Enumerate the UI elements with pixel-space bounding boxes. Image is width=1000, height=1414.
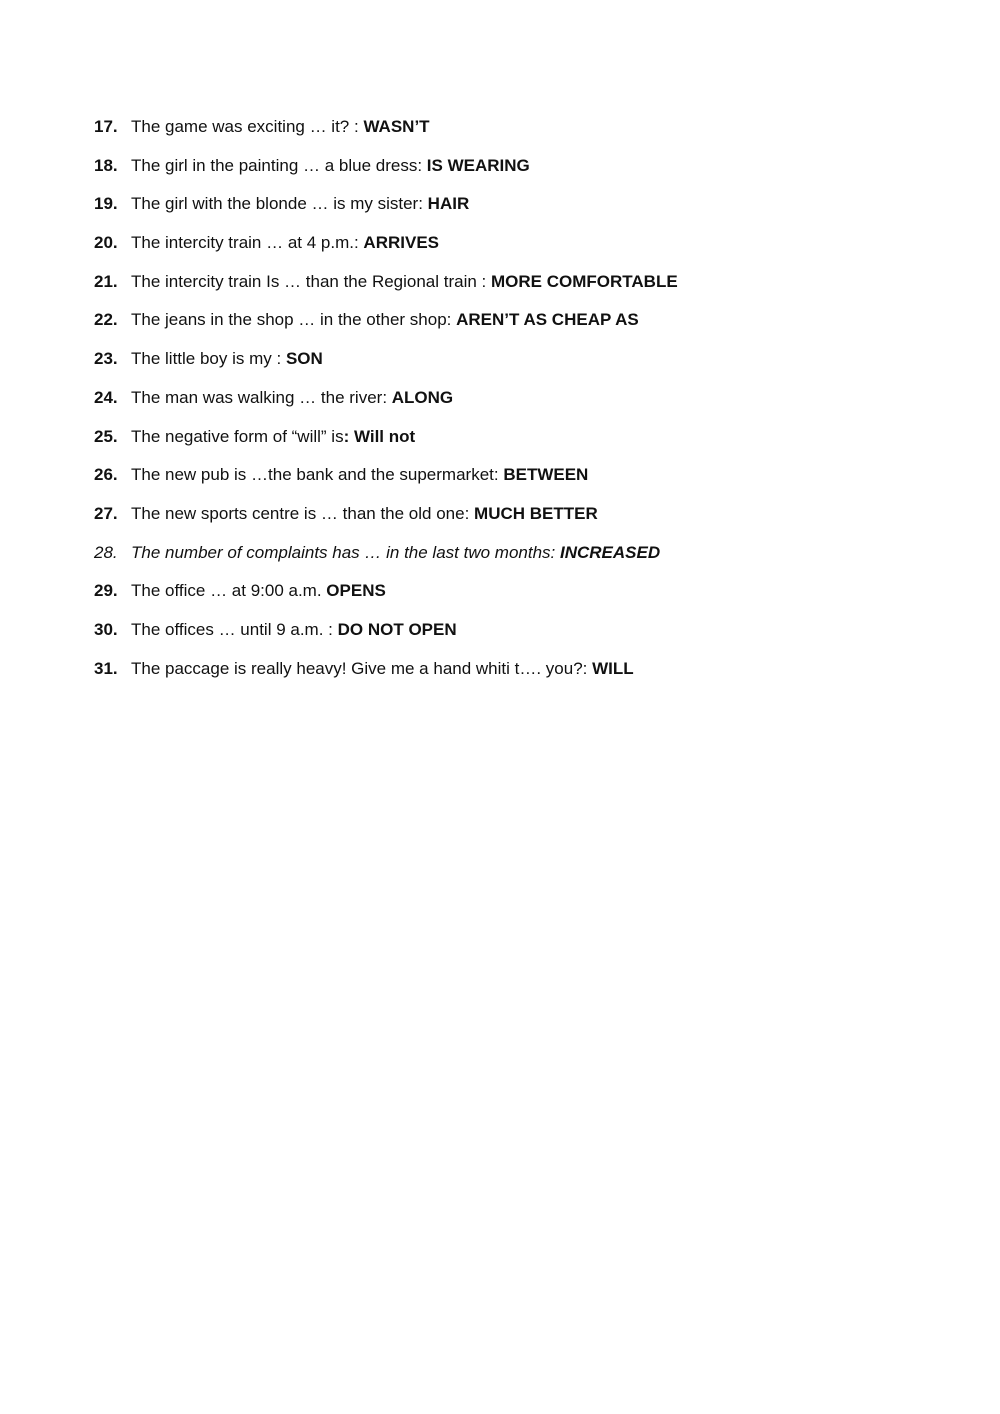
- question-prompt: The girl in the painting … a blue dress:: [131, 155, 427, 175]
- question-number: 22.: [94, 310, 118, 330]
- question-text: [131, 152, 530, 180]
- question-text: [131, 113, 430, 141]
- question-text: [131, 190, 469, 218]
- question-answer: WASN’T: [363, 117, 430, 136]
- question-prompt: The intercity train … at 4 p.m.:: [131, 233, 364, 253]
- question-prompt: The new sports centre is … than the old one:: [131, 503, 475, 523]
- question-text: [131, 500, 598, 528]
- question-prompt: The girl with the blonde … is my sister:: [131, 194, 428, 214]
- question-item: [94, 461, 954, 500]
- question-number: 25.: [94, 426, 118, 446]
- question-text: [131, 384, 453, 412]
- question-text: [131, 539, 660, 567]
- question-answer: DO NOT OPEN: [337, 619, 457, 639]
- question-text: [131, 306, 639, 334]
- question-number: 19.: [94, 194, 118, 214]
- question-item: [94, 423, 954, 462]
- question-text: [131, 577, 386, 605]
- question-prompt: The negative form of “will” is: [131, 426, 344, 446]
- question-answer: INCREASED: [559, 542, 661, 562]
- question-prompt: The new pub is …the bank and the supermarket:: [131, 465, 504, 485]
- question-text: [131, 616, 457, 644]
- question-number: 17.: [94, 117, 118, 136]
- question-answer: ARRIVES: [363, 233, 439, 253]
- question-text: [131, 268, 678, 296]
- question-prompt: The intercity train Is … than the Regional train :: [131, 271, 492, 291]
- question-answer: MUCH BETTER: [474, 503, 598, 523]
- question-prompt: The office … at 9:00 a.m.: [131, 581, 327, 601]
- question-item: [94, 384, 954, 423]
- question-number: 29.: [94, 581, 118, 601]
- question-item: [94, 655, 954, 694]
- question-answer: : Will not: [343, 426, 416, 446]
- question-prompt: The paccage is really heavy! Give me a hand whiti t…. you?:: [131, 658, 593, 678]
- question-text: [131, 345, 323, 373]
- question-item: [94, 500, 954, 539]
- question-number: 27.: [94, 503, 118, 523]
- question-answer: WILL: [592, 658, 634, 678]
- question-number: 23.: [94, 349, 118, 369]
- question-number: 31.: [94, 658, 118, 678]
- question-answer: OPENS: [326, 581, 386, 601]
- question-prompt: The man was walking … the river:: [131, 387, 392, 407]
- question-item: [94, 152, 954, 191]
- question-answer: AREN’T AS CHEAP AS: [456, 310, 639, 330]
- question-answer: ALONG: [391, 387, 454, 407]
- question-text: [131, 423, 415, 451]
- question-item: [94, 539, 954, 578]
- question-text: [131, 229, 439, 257]
- question-answer: MORE COMFORTABLE: [491, 271, 678, 291]
- question-item: [94, 190, 954, 229]
- question-prompt: The jeans in the shop … in the other shop:: [131, 310, 457, 330]
- question-prompt: The offices … until 9 a.m. :: [131, 619, 338, 639]
- question-item: [94, 113, 954, 152]
- question-text: [131, 655, 634, 683]
- question-number: 20.: [94, 233, 118, 253]
- question-prompt: The game was exciting … it? :: [131, 117, 364, 136]
- question-text: [131, 461, 588, 489]
- question-item: [94, 268, 954, 307]
- question-number: 21.: [94, 271, 118, 291]
- question-prompt: The number of complaints has … in the last two months:: [131, 542, 560, 562]
- question-item: [94, 616, 954, 655]
- question-item: [94, 345, 954, 384]
- question-answer: BETWEEN: [503, 465, 589, 485]
- question-number: 18.: [94, 155, 118, 175]
- question-item: [94, 577, 954, 616]
- question-number: 30.: [94, 619, 118, 639]
- question-answer: HAIR: [427, 194, 470, 214]
- question-prompt: The little boy is my :: [131, 349, 286, 369]
- question-number: 24.: [94, 387, 118, 407]
- question-list: [94, 113, 954, 693]
- question-answer: IS WEARING: [426, 155, 530, 175]
- question-number: 26.: [94, 465, 118, 485]
- question-item: [94, 306, 954, 345]
- question-number: 28.: [94, 542, 118, 562]
- question-answer: SON: [285, 349, 323, 369]
- question-item: [94, 229, 954, 268]
